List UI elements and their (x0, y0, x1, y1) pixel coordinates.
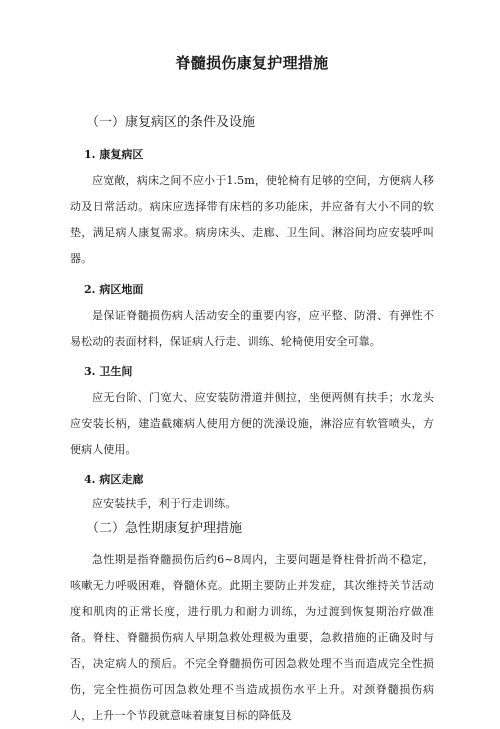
paragraph-ward-floor: 是保证脊髓损伤病人活动安全的重要内容，应平整、防滑、有弹性不易松动的表面材料，保证病人行走、训练、轮椅使用安全可靠。 (70, 309, 434, 348)
subheading-ward-floor: 2. 病区地面 (84, 283, 144, 296)
paragraph-acute-phase: 急性期是指脊髓损伤后约6~8周内，主要问题是脊柱骨折尚不稳定，咳嗽无力呼吸困难，脊髓休克。此期主要防止并发症，其次维持关节活动度和肌肉的正常长度，进行肌力和耐力训练，为过渡到恢复期治疗做准备。脊柱、脊髓损伤病人早期急救处理极为重要，急救措施的正确及时与否，决定病人的预后。不完全脊髓损伤可因急救处理不当而造成完全性损伤，完全性损伤可因急救处理不当造成损伤水平上升。对颈脊髓损伤病人，上升一个节段就意味着康复目标的降低及 (70, 553, 434, 722)
section-heading-acute-phase: （二）急性期康复护理措施 (86, 521, 243, 536)
subheading-corridor: 4. 病区走廊 (84, 473, 144, 486)
section-heading-facilities: （一）康复病区的条件及设施 (86, 115, 256, 130)
document-title: 脊髓损伤康复护理措施 (175, 54, 329, 72)
paragraph-corridor: 应安装扶手，利于行走训练。 (92, 497, 237, 510)
paragraph-rehab-ward: 应宽敞，病床之间不应小于1.5m，使轮椅有足够的空间，方便病人移动及日常活动。病床应选择带有床档的多功能床，并应备有大小不同的软垫，满足病人康复需求。病房床头、走廊、卫生间、淋浴间均应安装呼叫器。 (70, 174, 434, 265)
paragraph-bathroom: 应无台阶、门宽大、应安装防滑道并侧拉，坐便两侧有扶手；水龙头应安装长柄，建造截瘫病人使用方便的洗澡设施，淋浴应有软管喷头，方便病人使用。 (70, 391, 434, 456)
subheading-rehab-ward: 1. 康复病区 (84, 148, 144, 161)
subheading-bathroom: 3. 卫生间 (84, 365, 133, 378)
